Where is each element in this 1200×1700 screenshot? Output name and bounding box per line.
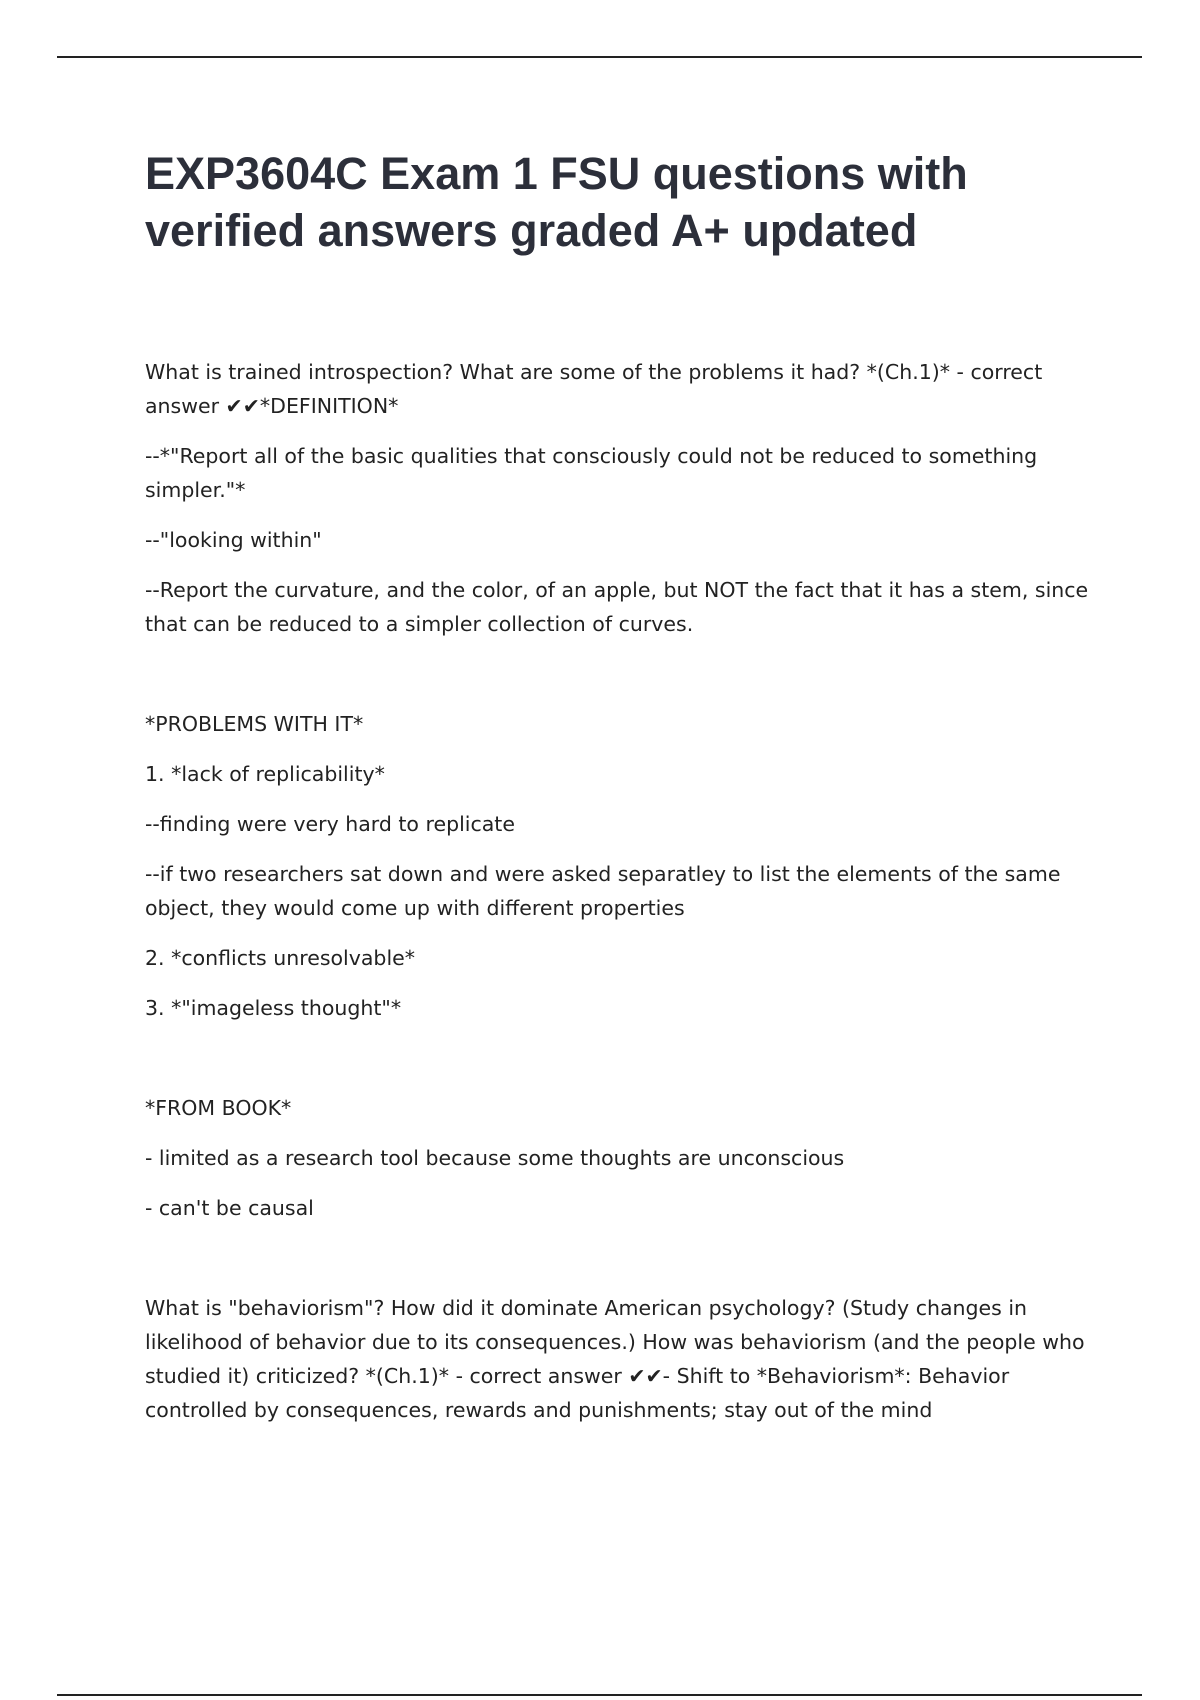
spacer <box>145 657 1095 707</box>
from-book-heading: *FROM BOOK* <box>145 1096 292 1120</box>
document-body <box>145 355 1095 1443</box>
question-1-text: What is trained introspection? What are some of the problems it had? *(Ch.1)* - correct answer ✔✔*DEFINITION* <box>145 360 1043 418</box>
problem-1: 1. *lack of replicability* <box>145 762 385 786</box>
title-block <box>145 145 1095 259</box>
question-2-text: What is "behaviorism"? How did it dominate American psychology? (Study changes in likelihood of behavior due to its consequences.) How was behaviorism (and the people who studied it) criticized? *(Ch.1)* - correct answer ✔✔- Shift to *Behaviorism*: Behavior controlled by consequences, rewards and punishments; stay out of the mind <box>145 1296 1085 1422</box>
from-book-item-1: - limited as a research tool because some thoughts are unconscious <box>145 1146 845 1170</box>
document-title: EXP3604C Exam 1 FSU questions with verified answers graded A+ updated <box>145 148 968 256</box>
spacer <box>145 1041 1095 1091</box>
bottom-divider <box>57 1694 1142 1696</box>
definition-line-2: --"looking within" <box>145 528 322 552</box>
definition-line-3: --Report the curvature, and the color, of an apple, but NOT the fact that it has a stem, since that can be reduced to a simpler collection of curves. <box>145 578 1089 636</box>
top-divider <box>57 56 1142 58</box>
problem-2: 2. *conflicts unresolvable* <box>145 946 416 970</box>
problem-1-detail-1: --finding were very hard to replicate <box>145 812 515 836</box>
spacer <box>145 1241 1095 1291</box>
from-book-item-2: - can't be causal <box>145 1196 314 1220</box>
problem-3: 3. *"imageless thought"* <box>145 996 402 1020</box>
problems-heading: *PROBLEMS WITH IT* <box>145 712 364 736</box>
definition-line-1: --*"Report all of the basic qualities that consciously could not be reduced to something simpler."* <box>145 444 1038 502</box>
problem-1-detail-2: --if two researchers sat down and were asked separatley to list the elements of the same object, they would come up with different properties <box>145 862 1061 920</box>
